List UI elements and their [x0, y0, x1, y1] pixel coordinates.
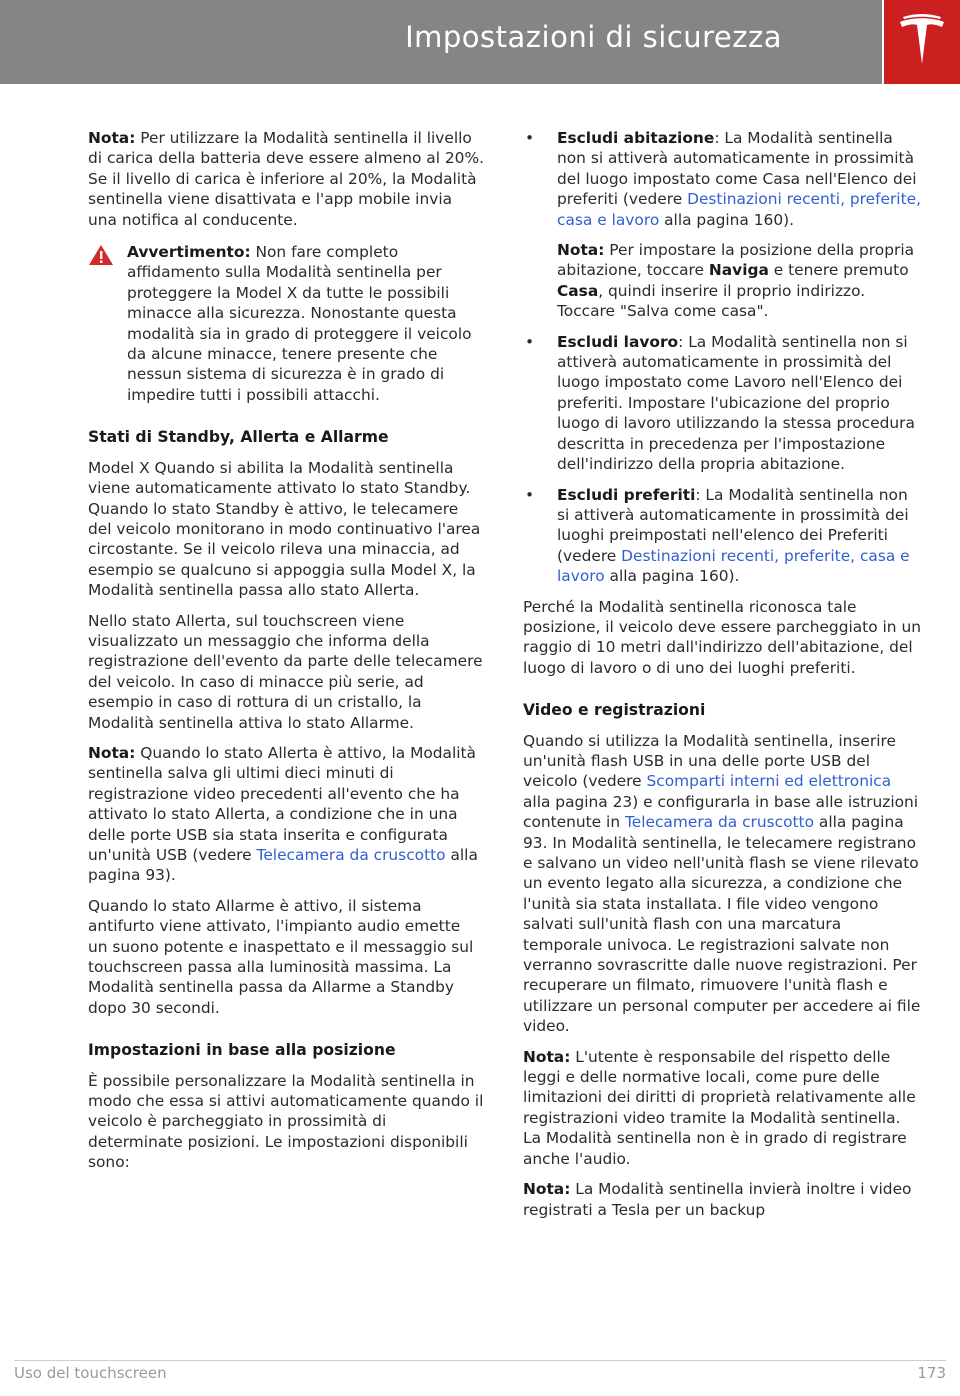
- bullet-text: : La Modalità sentinella non si attiverà automaticamente in prossimità del luogo impostato come Casa nell'Elenco dei preferiti (vedere: [557, 129, 917, 209]
- note-label: Nota:: [88, 129, 136, 147]
- note-label: Nota:: [523, 1180, 571, 1199]
- paragraph: Quando lo stato Allarme è attivo, il sistema antifurto viene attivato, l'impianto audio emette un suono potente e inaspettato e il messaggio sul touchscreen passa alla luminosità massima. La Modalità sentinella passa da Allarme a Standby dopo 30 secondi.: [88, 896, 474, 1017]
- note-text: Per impostare la posizione della propria abitazione, toccare: [557, 241, 915, 280]
- footer-divider: [14, 1360, 946, 1361]
- list-item: [523, 485, 923, 587]
- warning-label: Avvertimento:: [127, 243, 251, 262]
- bullet-text: alla pagina 160).: [659, 210, 795, 229]
- right-column: [523, 128, 923, 1230]
- page-number: 173: [917, 1364, 946, 1382]
- warning-triangle-icon: [88, 244, 114, 266]
- tesla-logo-icon: [897, 14, 947, 68]
- paragraph: Model X Quando si abilita la Modalità sentinella viene automaticamente attivato lo stato Standby. Quando lo stato Standby è attivo, le telecamere del veicolo monitorano in modo continuativo l'area circostante. Se il veicolo rileva una minaccia, ad esempio se qualcuno si appoggia sulla Model X, la Modalità sentinella passa allo stato Allerta.: [88, 458, 481, 600]
- note-text: La Modalità sentinella invierà inoltre i video registrati a Tesla per un backup: [523, 1180, 912, 1219]
- heading-standby-states: Stati di Standby, Allerta e Allarme: [88, 428, 389, 447]
- note-home: [523, 240, 923, 322]
- list-item: [523, 128, 923, 230]
- note-label: Nota:: [88, 743, 136, 762]
- paragraph: [523, 731, 923, 1037]
- bullet: •: [525, 129, 535, 147]
- bullet-text: alla pagina 160).: [604, 567, 740, 586]
- page-header: [0, 0, 882, 84]
- heading-location-settings: Impostazioni in base alla posizione: [88, 1041, 396, 1060]
- keyword-naviga: Naviga: [708, 261, 769, 280]
- warning-block: [88, 242, 484, 405]
- left-column: [88, 128, 484, 1183]
- page-title: Impostazioni di sicurezza: [405, 20, 782, 54]
- heading-video-recordings: Video e registrazioni: [523, 701, 706, 720]
- link-destinations[interactable]: Destinazioni recenti, preferite, casa e lavoro: [557, 190, 921, 229]
- paragraph: Nello stato Allerta, sul touchscreen viene visualizzato un messaggio che informa della registrazione dell'evento da parte delle telecamere del veicolo. In caso di minacce più serie, ad esempio in caso di rottura di un cristallo, la Modalità sentinella attiva lo stato Allarme.: [88, 611, 483, 732]
- note-text: Per utilizzare la Modalità sentinella il livello di carica della batteria deve essere almeno al 20%. Se il livello di carica è inferiore al 20%, la Modalità sentinella viene disattivata e l'app mobile invia una notifica al conducente.: [88, 129, 484, 229]
- brand-logo: [884, 0, 960, 84]
- para-text: Quando si utilizza la Modalità sentinella, inserire un'unità flash USB in una delle porte USB del veicolo (vedere: [523, 731, 896, 791]
- list-item: [523, 332, 923, 475]
- note-battery: [88, 128, 484, 230]
- note-text: alla pagina 93).: [88, 846, 478, 885]
- note-alert: [88, 743, 484, 886]
- warning-text: Non fare completo affidamento sulla Modalità sentinella per proteggere la Model X da tutte le possibili minacce alla sicurezza. Nonostante questa modalità sia in grado di proteggere il veicolo da alcune minacce, tenere presente che nessun sistema di sicurezza è in grado di impedire tutti i possibili attacchi.: [127, 243, 472, 404]
- link-dashcam[interactable]: Telecamera da cruscotto: [624, 813, 814, 832]
- bullet: •: [525, 485, 535, 504]
- note-text: e tenere premuto: [768, 261, 909, 280]
- link-interior-compartments[interactable]: Scomparti interni ed elettronica: [646, 772, 892, 791]
- paragraph: È possibile personalizzare la Modalità sentinella in modo che essa si attivi automaticamente quando il veicolo è parcheggiato in prossimità di determinate posizioni. Le impostazioni disponibili sono:: [88, 1071, 484, 1172]
- footer-section: Uso del touchscreen: [14, 1364, 167, 1382]
- note-label: Nota:: [557, 241, 605, 260]
- bullet-label: Escludi abitazione: [557, 129, 715, 147]
- note-backup: [523, 1179, 923, 1220]
- note-text: Quando lo stato Allerta è attivo, la Modalità sentinella salva gli ultimi dieci minuti di registrazione video precedenti all'evento che ha attivato lo stato Allerta, a condizione che in una delle porte USB sia stata inserita e configurata un'unità USB (vedere: [88, 743, 476, 864]
- note-legal: [523, 1047, 923, 1169]
- note-text: , quindi inserire il proprio indirizzo. Toccare "Salva come casa".: [557, 281, 866, 321]
- paragraph: Perché la Modalità sentinella riconosca tale posizione, il veicolo deve essere parcheggiato in un raggio di 10 metri dall'indirizzo dell'abitazione, del luogo di lavoro o di uno dei luoghi preferiti.: [523, 597, 921, 677]
- keyword-casa: Casa: [557, 281, 599, 300]
- link-dashcam[interactable]: Telecamera da cruscotto: [256, 846, 446, 864]
- bullet-label: Escludi preferiti: [557, 485, 696, 504]
- bullet-text: : La Modalità sentinella non si attiverà automaticamente in prossimità del luogo impostato come Lavoro nell'Elenco dei preferiti. Impostare l'ubicazione del proprio luogo di lavoro utilizzando la stessa procedura descritta in precedenza per l'impostazione dell'indirizzo della propria abitazione.: [557, 332, 915, 474]
- note-label: Nota:: [523, 1047, 571, 1066]
- para-text: alla pagina 93. In Modalità sentinella, le telecamere registrano e salvano un video nell'unità flash se viene rilevato un evento legato alla sicurezza, a condizione che l'unità sia stata installata. I file video vengono salvati sull'unità flash con una marcatura temporale univoca. Le registrazioni salvate non verranno sovrascritte dalle nuove registrazioni. Per recuperare un filmato, rimuovere l'unità flash e utilizzare un personal computer per accedere ai file video.: [523, 813, 921, 1036]
- bullet-label: Escludi lavoro: [557, 332, 679, 351]
- bullet: •: [525, 332, 535, 351]
- bullet-text: : La Modalità sentinella non si attiverà automaticamente in prossimità dei luoghi preimpostati nell'elenco dei Preferiti (vedere: [557, 485, 909, 565]
- para-text: alla pagina 23) e configurarla in base alle istruzioni contenute in: [523, 792, 919, 832]
- link-destinations[interactable]: Destinazioni recenti, preferite, casa e lavoro: [557, 546, 910, 586]
- note-text: L'utente è responsabile del rispetto delle leggi e delle normative locali, come pure delle limitazioni dei diritti di proprietà relativamente alle registrazioni video tramite la Modalità sentinella. La Modalità sentinella non è in grado di registrare anche l'audio.: [523, 1047, 916, 1168]
